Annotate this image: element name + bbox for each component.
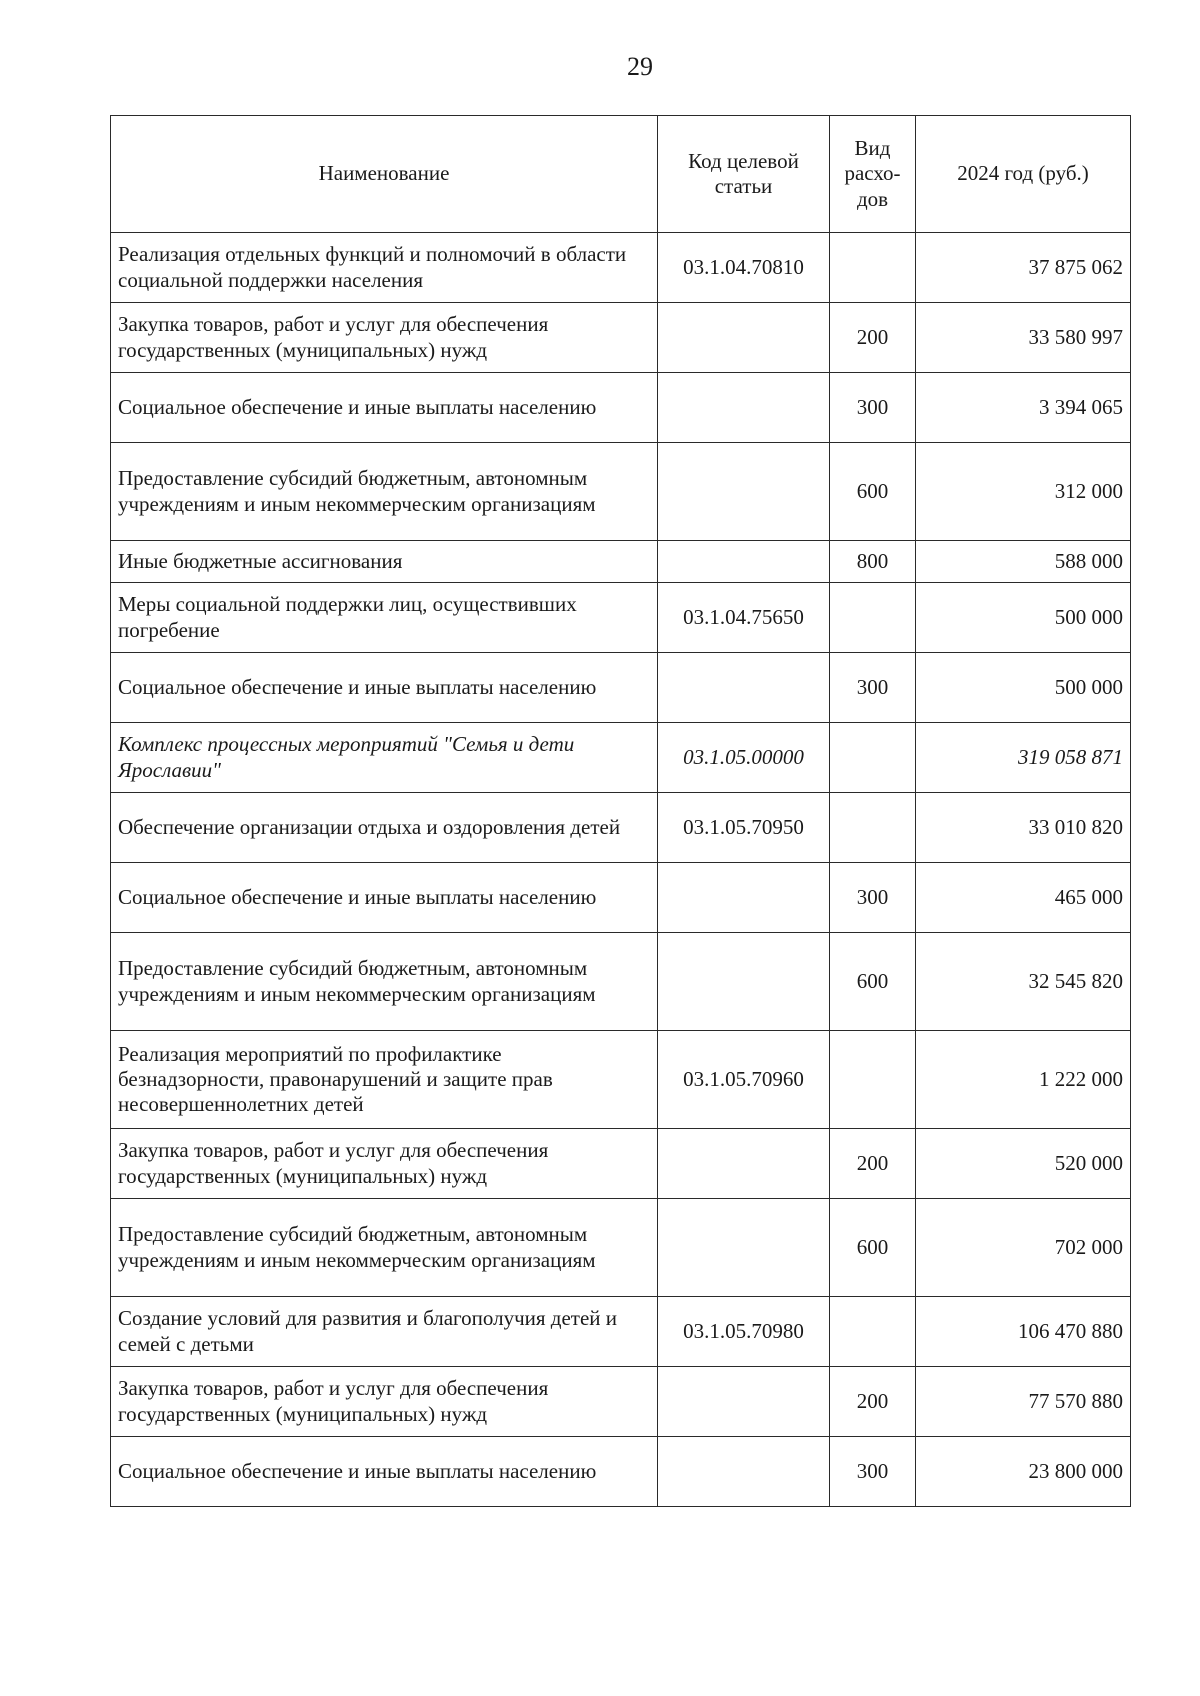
table-row-section xyxy=(111,723,1131,793)
row-sum: 106 470 880 xyxy=(916,1297,1131,1367)
row-type: 800 xyxy=(830,541,916,583)
header-name: Наименование xyxy=(111,116,658,233)
row-name: Предоставление субсидий бюджетным, автономным учреждениям и иным некоммерческим организациям xyxy=(111,1199,658,1297)
row-name: Предоставление субсидий бюджетным, автономным учреждениям и иным некоммерческим организациям xyxy=(111,933,658,1031)
row-type: 300 xyxy=(830,373,916,443)
row-code xyxy=(658,1129,830,1199)
row-code xyxy=(658,373,830,443)
row-sum: 702 000 xyxy=(916,1199,1131,1297)
row-name: Реализация мероприятий по профилактике безнадзорности, правонарушений и защите прав несовершеннолетних детей xyxy=(111,1031,658,1129)
row-type: 200 xyxy=(830,1367,916,1437)
row-name: Предоставление субсидий бюджетным, автономным учреждениям и иным некоммерческим организациям xyxy=(111,443,658,541)
row-name: Меры социальной поддержки лиц, осуществивших погребение xyxy=(111,583,658,653)
row-code: 03.1.05.70960 xyxy=(658,1031,830,1129)
table-row xyxy=(111,653,1131,723)
header-code: Код целевой статьи xyxy=(658,116,830,233)
row-sum: 3 394 065 xyxy=(916,373,1131,443)
row-sum: 319 058 871 xyxy=(916,723,1131,793)
row-type: 600 xyxy=(830,1199,916,1297)
row-name: Создание условий для развития и благополучия детей и семей с детьми xyxy=(111,1297,658,1367)
page-number: 29 xyxy=(627,52,653,81)
row-code xyxy=(658,653,830,723)
row-sum: 500 000 xyxy=(916,583,1131,653)
table-row xyxy=(111,303,1131,373)
header-type: Вид расхо-дов xyxy=(830,116,916,233)
table-header-row xyxy=(111,116,1131,233)
table-row xyxy=(111,863,1131,933)
row-sum: 23 800 000 xyxy=(916,1437,1131,1507)
row-code xyxy=(658,541,830,583)
table-row xyxy=(111,443,1131,541)
row-code xyxy=(658,863,830,933)
row-sum: 33 580 997 xyxy=(916,303,1131,373)
budget-table xyxy=(110,115,1131,1507)
row-code xyxy=(658,1367,830,1437)
row-type: 300 xyxy=(830,653,916,723)
row-name: Комплекс процессных мероприятий "Семья и дети Ярославии" xyxy=(111,723,658,793)
row-name: Закупка товаров, работ и услуг для обеспечения государственных (муниципальных) нужд xyxy=(111,303,658,373)
row-name: Социальное обеспечение и иные выплаты населению xyxy=(111,863,658,933)
table-row xyxy=(111,933,1131,1031)
row-sum: 1 222 000 xyxy=(916,1031,1131,1129)
table-row xyxy=(111,1297,1131,1367)
row-type xyxy=(830,583,916,653)
row-code xyxy=(658,303,830,373)
row-sum: 465 000 xyxy=(916,863,1131,933)
table-row xyxy=(111,233,1131,303)
row-name: Реализация отдельных функций и полномочий в области социальной поддержки населения xyxy=(111,233,658,303)
table-row xyxy=(111,1367,1131,1437)
row-code: 03.1.05.00000 xyxy=(658,723,830,793)
row-type xyxy=(830,233,916,303)
table-row xyxy=(111,541,1131,583)
row-name: Закупка товаров, работ и услуг для обеспечения государственных (муниципальных) нужд xyxy=(111,1129,658,1199)
row-sum: 588 000 xyxy=(916,541,1131,583)
table-row xyxy=(111,793,1131,863)
row-type xyxy=(830,793,916,863)
table-row xyxy=(111,373,1131,443)
row-type xyxy=(830,723,916,793)
row-type: 200 xyxy=(830,1129,916,1199)
row-name: Социальное обеспечение и иные выплаты населению xyxy=(111,1437,658,1507)
row-name: Социальное обеспечение и иные выплаты населению xyxy=(111,373,658,443)
row-type: 300 xyxy=(830,1437,916,1507)
row-code: 03.1.05.70980 xyxy=(658,1297,830,1367)
table-row xyxy=(111,1199,1131,1297)
header-sum: 2024 год (руб.) xyxy=(916,116,1131,233)
row-code: 03.1.05.70950 xyxy=(658,793,830,863)
row-type: 300 xyxy=(830,863,916,933)
row-name: Социальное обеспечение и иные выплаты населению xyxy=(111,653,658,723)
row-sum: 312 000 xyxy=(916,443,1131,541)
row-type xyxy=(830,1031,916,1129)
row-sum: 33 010 820 xyxy=(916,793,1131,863)
row-code xyxy=(658,1437,830,1507)
row-code xyxy=(658,1199,830,1297)
table-row xyxy=(111,1031,1131,1129)
row-code xyxy=(658,443,830,541)
row-type xyxy=(830,1297,916,1367)
row-code xyxy=(658,933,830,1031)
table-row xyxy=(111,1129,1131,1199)
row-sum: 520 000 xyxy=(916,1129,1131,1199)
row-sum: 77 570 880 xyxy=(916,1367,1131,1437)
row-sum: 37 875 062 xyxy=(916,233,1131,303)
row-type: 200 xyxy=(830,303,916,373)
table-row xyxy=(111,1437,1131,1507)
row-name: Обеспечение организации отдыха и оздоровления детей xyxy=(111,793,658,863)
row-sum: 500 000 xyxy=(916,653,1131,723)
table-row xyxy=(111,583,1131,653)
row-code: 03.1.04.70810 xyxy=(658,233,830,303)
row-type: 600 xyxy=(830,443,916,541)
row-code: 03.1.04.75650 xyxy=(658,583,830,653)
row-name: Закупка товаров, работ и услуг для обеспечения государственных (муниципальных) нужд xyxy=(111,1367,658,1437)
row-type: 600 xyxy=(830,933,916,1031)
row-name: Иные бюджетные ассигнования xyxy=(111,541,658,583)
row-sum: 32 545 820 xyxy=(916,933,1131,1031)
